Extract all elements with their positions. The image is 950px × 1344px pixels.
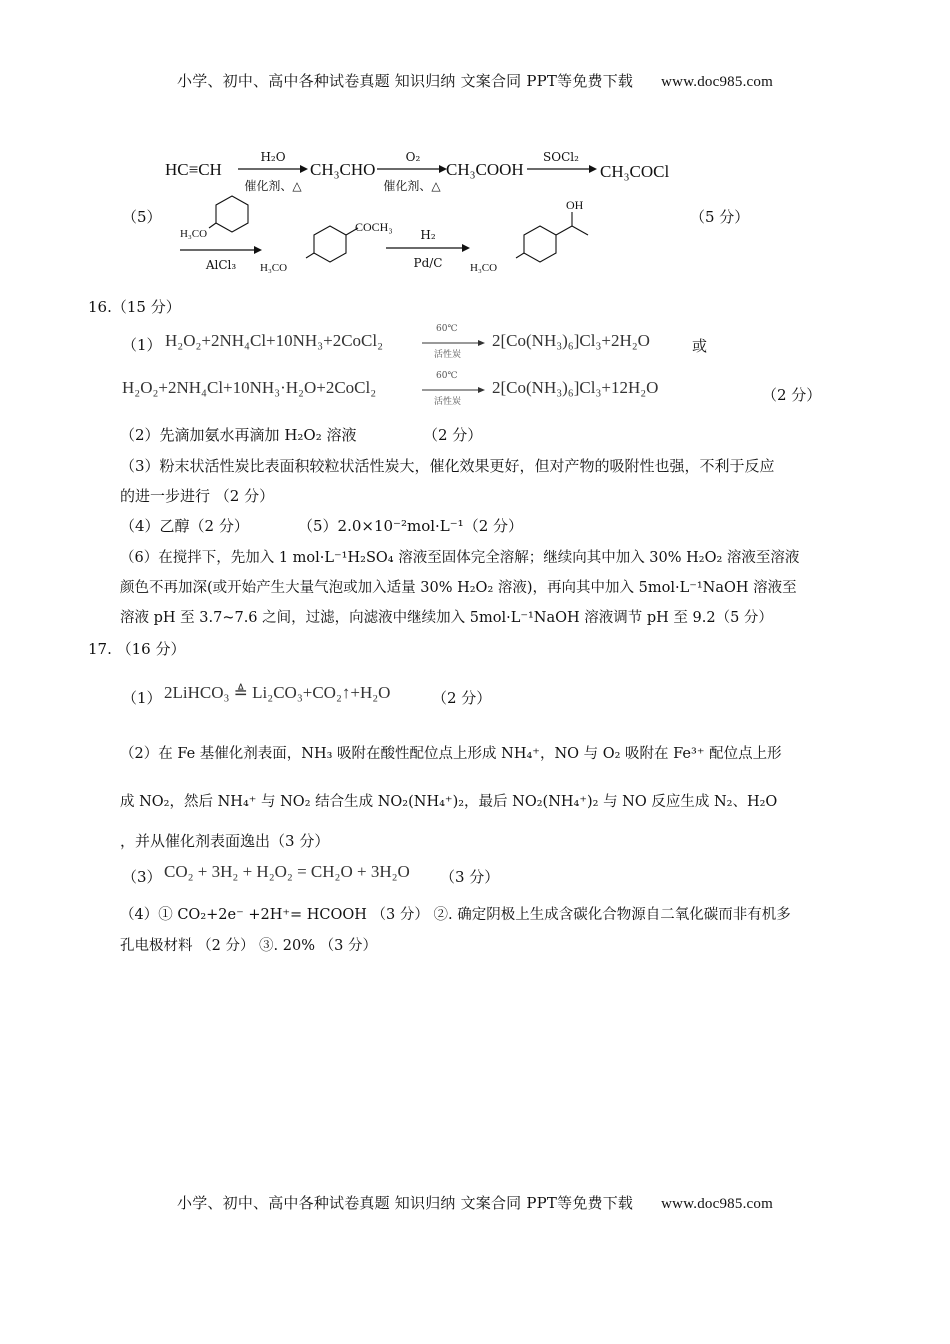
chain-arrow2-bottom: 催化剂、△ [383, 179, 441, 193]
page-header [0, 70, 950, 91]
chain-arrow2-top: O₂ [405, 150, 421, 164]
q17-p4-line1: （4）① CO₂+2e⁻ +2H⁺= HCOOH （3 分） ②. 确定阴极上生成含碳化合物源自二氧化碳而非有机多 [120, 907, 791, 923]
q16-p1-eq1-arrow [422, 339, 486, 347]
q16-p6-line3: 溶液 pH 至 3.7~7.6 之间，过滤，向滤液中继续加入 5mol·L⁻¹NaOH 溶液调节 pH 至 9.2（5 分） [120, 610, 773, 626]
chain-arrow1-top: H₂O [260, 150, 286, 164]
chain-arrow1-bottom: 催化剂、△ [244, 179, 302, 193]
q17-title: 17. （16 分） [88, 640, 186, 658]
q16-p1-eq1-cond-top: 60℃ [436, 324, 458, 334]
chain-species-4: CH₃COCl [600, 162, 670, 181]
q17-p2-line3: ，并从催化剂表面逸出（3 分） [120, 832, 330, 850]
q16-p1-eq2-left: H₂O₂+2NH₄Cl+10NH₃·H₂O+2CoCl₂ [122, 378, 377, 397]
synth-arrow2-top: H₂ [420, 228, 436, 242]
footer-text: 小学、初中、高中各种试卷真题 知识归纳 文案合同 PPT等免费下载 [177, 1194, 634, 1212]
q16-p1-or: 或 [692, 337, 708, 355]
q16-p1-eq2-cond-top: 60℃ [436, 371, 458, 381]
q16-p1-eq1-cond-bottom: 活性炭 [434, 350, 462, 360]
chain-arrow-2 [377, 164, 447, 174]
chain-species-2: CH₃CHO [310, 160, 376, 179]
q17-p2-line2: 成 NO₂，然后 NH₄⁺ 与 NO₂ 结合生成 NO₂(NH₄⁺)₂，最后 NO₂(NH₄⁺)₂ 与 NO 反应生成 N₂、H₂O [120, 794, 778, 810]
acetophenone-cocH3: COCH₃ [355, 220, 393, 234]
q16-p3-line1: （3）粉末状活性炭比表面积较粒状活性炭大，催化效果更好，但对产物的吸附性也强，不利于反应 [120, 457, 775, 475]
q16-p1-eq2-cond-bottom: 活性炭 [434, 397, 462, 407]
chain-arrow-3 [527, 164, 597, 174]
synth-arrow-2 [386, 243, 470, 253]
q17-p3-score: （3 分） [440, 868, 500, 886]
chain-arrow-1 [238, 164, 308, 174]
q15-part5-label: （5） [122, 208, 162, 226]
anisole-label: H₃CO [180, 228, 208, 240]
footer-url[interactable]: www.doc985.com [661, 1196, 773, 1212]
q16-p1-eq1-left: H₂O₂+2NH₄Cl+10NH₃+2CoCl₂ [165, 331, 384, 350]
q16-p4: （4）乙醇（2 分） [120, 517, 249, 535]
chain-arrow3-top: SOCl₂ [543, 150, 579, 164]
alcohol-och3: H₃CO [470, 262, 498, 274]
chain-species-1: HC≡CH [165, 160, 222, 179]
acetophenone-och3: H₃CO [260, 262, 288, 274]
q16-p1-eq2-arrow [422, 386, 486, 394]
synth-arrow-1 [180, 245, 262, 255]
synth-arrow1-label: AlCl₃ [205, 258, 237, 272]
q16-p5: （5）2.0×10⁻²mol·L⁻¹（2 分） [298, 517, 524, 535]
q16-p1-eq1-right: 2[Co(NH₃)₆]Cl₃+2H₂O [492, 331, 650, 350]
q17-p3-eq: CO₂ + 3H₂ + H₂O₂ = CH₂O + 3H₂O [164, 862, 410, 881]
q16-p2: （2）先滴加氨水再滴加 H₂O₂ 溶液 [120, 426, 357, 444]
q16-p2-score: （2 分） [423, 426, 483, 444]
alcohol-oh: OH [566, 198, 584, 212]
page-footer [0, 1192, 950, 1213]
alcohol-structure [480, 198, 610, 282]
header-text: 小学、初中、高中各种试卷真题 知识归纳 文案合同 PPT等免费下载 [177, 72, 634, 90]
q16-p1-score: （2 分） [762, 386, 822, 404]
header-url[interactable]: www.doc985.com [661, 74, 773, 90]
chain-species-3: CH₃COOH [446, 160, 524, 179]
q16-p1-eq2-right: 2[Co(NH₃)₆]Cl₃+12H₂O [492, 378, 659, 397]
q16-p1-label: （1） [122, 336, 162, 354]
q15-score: （5 分） [690, 208, 750, 226]
q17-p1-label: （1） [122, 689, 162, 707]
q17-p3-label: （3） [122, 868, 162, 886]
q17-p1-eq: 2LiHCO₃ ≜ Li₂CO₃+CO₂↑+H₂O [164, 683, 391, 702]
q16-title: 16.（15 分） [88, 298, 181, 316]
q17-p1-score: （2 分） [432, 689, 492, 707]
synth-arrow2-bottom: Pd/C [413, 256, 443, 270]
q16-p3-line2: 的进一步进行 （2 分） [120, 487, 275, 505]
q17-p2-line1: （2）在 Fe 基催化剂表面，NH₃ 吸附在酸性配位点上形成 NH₄⁺，NO 与 O₂ 吸附在 Fe³⁺ 配位点上形 [120, 746, 782, 762]
q16-p6-line1: （6）在搅拌下，先加入 1 mol·L⁻¹H₂SO₄ 溶液至固体完全溶解；继续向其中加入 30% H₂O₂ 溶液至溶液 [120, 550, 800, 566]
q16-p6-line2: 颜色不再加深(或开始产生大量气泡或加入适量 30% H₂O₂ 溶液)，再向其中加入 5mol·L⁻¹NaOH 溶液至 [120, 580, 797, 596]
q17-p4-line2: 孔电极材料 （2 分） ③. 20% （3 分） [120, 938, 377, 954]
